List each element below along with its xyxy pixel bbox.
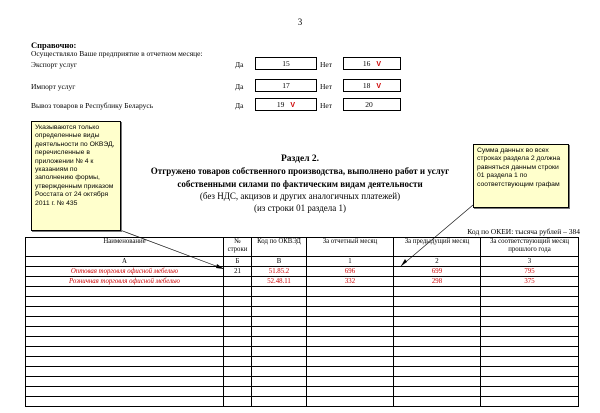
current-month-cell[interactable]: 696 xyxy=(307,267,394,277)
col-header-row-num: № строки xyxy=(224,238,252,257)
table-row-empty xyxy=(26,397,579,407)
table-row-empty xyxy=(26,377,579,387)
empty-cell[interactable] xyxy=(26,357,224,367)
empty-cell[interactable] xyxy=(307,317,394,327)
empty-cell[interactable] xyxy=(224,307,252,317)
section2-table xyxy=(25,237,579,407)
row-number-cell[interactable] xyxy=(224,277,252,287)
empty-cell[interactable] xyxy=(481,367,579,377)
empty-cell[interactable] xyxy=(394,317,481,327)
empty-cell[interactable] xyxy=(394,287,481,297)
section-line4: (из строки 01 раздела 1) xyxy=(253,203,347,213)
empty-cell[interactable] xyxy=(481,297,579,307)
empty-cell[interactable] xyxy=(307,287,394,297)
empty-cell[interactable] xyxy=(481,387,579,397)
empty-cell[interactable] xyxy=(224,357,252,367)
empty-cell[interactable] xyxy=(481,347,579,357)
export-no-field[interactable]: 16 V xyxy=(343,57,401,70)
code-cell: 1 xyxy=(307,257,394,267)
table-row-empty xyxy=(26,367,579,377)
check-mark-icon: V xyxy=(376,83,382,90)
empty-cell[interactable] xyxy=(481,377,579,387)
table-row-empty xyxy=(26,297,579,307)
check-mark-icon: V xyxy=(290,102,296,109)
empty-cell[interactable] xyxy=(252,387,307,397)
table-row-empty xyxy=(26,307,579,317)
empty-cell[interactable] xyxy=(307,297,394,307)
col-header-okved: Код по ОКВЭД xyxy=(252,238,307,257)
check-mark-icon: V xyxy=(376,61,382,68)
empty-cell[interactable] xyxy=(252,337,307,347)
empty-cell[interactable] xyxy=(26,387,224,397)
empty-cell[interactable] xyxy=(394,367,481,377)
previous-month-cell[interactable]: 298 xyxy=(394,277,481,287)
okved-code-cell[interactable]: 51.85.2 xyxy=(252,267,307,277)
empty-cell[interactable] xyxy=(252,357,307,367)
empty-cell[interactable] xyxy=(252,297,307,307)
note-left-okved: Указываются только определенные виды деятельности по ОКВЭД, перечисленные в приложении № 4 к указаниям по заполнению формы, утвержденным приказом Росстата от 24 октября 2011 г. № 435 xyxy=(31,121,121,231)
empty-cell[interactable] xyxy=(252,327,307,337)
code-cell: 3 xyxy=(481,257,579,267)
empty-cell[interactable] xyxy=(481,287,579,297)
okved-code-cell[interactable]: 52.48.11 xyxy=(252,277,307,287)
section-line3: (без НДС, акцизов и других аналогичных платежей) xyxy=(199,191,401,201)
empty-cell[interactable] xyxy=(224,297,252,307)
note-right-sum: Сумма данных во всех строках раздела 2 должна равняться данным строки 01 раздела 1 по соответствующим графам xyxy=(473,144,569,208)
empty-cell[interactable] xyxy=(26,397,224,407)
empty-cell[interactable] xyxy=(307,387,394,397)
empty-cell[interactable] xyxy=(481,317,579,327)
yes-label: Да xyxy=(235,60,244,69)
empty-cell[interactable] xyxy=(252,347,307,357)
empty-cell[interactable] xyxy=(224,387,252,397)
table-row xyxy=(26,277,579,287)
row-label: Импорт услуг xyxy=(31,82,76,91)
no-label: Нет xyxy=(320,82,333,91)
col-header-previous-month: За предыдущий месяц xyxy=(394,238,481,257)
empty-cell[interactable] xyxy=(394,397,481,407)
empty-cell[interactable] xyxy=(307,337,394,347)
empty-cell[interactable] xyxy=(26,327,224,337)
col-header-name: Наименование xyxy=(26,238,224,257)
table-row-empty xyxy=(26,357,579,367)
empty-cell[interactable] xyxy=(307,347,394,357)
empty-cell[interactable] xyxy=(26,367,224,377)
row-number-cell[interactable]: 21 xyxy=(224,267,252,277)
table-code-row xyxy=(26,257,579,267)
empty-cell[interactable] xyxy=(481,397,579,407)
code-cell: 2 xyxy=(394,257,481,267)
empty-cell[interactable] xyxy=(224,377,252,387)
code-cell: В xyxy=(252,257,307,267)
previous-month-cell[interactable]: 699 xyxy=(394,267,481,277)
row-label: Вывоз товаров в Республику Беларусь xyxy=(31,101,154,110)
table-row-empty xyxy=(26,287,579,297)
empty-cell[interactable] xyxy=(307,327,394,337)
empty-cell[interactable] xyxy=(481,327,579,337)
table-row-empty xyxy=(26,327,579,337)
empty-cell[interactable] xyxy=(394,387,481,397)
empty-cell[interactable] xyxy=(26,347,224,357)
empty-cell[interactable] xyxy=(307,307,394,317)
empty-cell[interactable] xyxy=(26,377,224,387)
import-yes-field[interactable]: 17 xyxy=(255,79,317,92)
current-month-cell[interactable]: 332 xyxy=(307,277,394,287)
no-label: Нет xyxy=(320,101,333,110)
empty-cell[interactable] xyxy=(307,397,394,407)
empty-cell[interactable] xyxy=(481,307,579,317)
yes-label: Да xyxy=(235,82,244,91)
reference-title: Справочно: xyxy=(31,40,77,50)
empty-cell[interactable] xyxy=(307,367,394,377)
no-label: Нет xyxy=(320,60,333,69)
empty-cell[interactable] xyxy=(394,337,481,347)
empty-cell[interactable] xyxy=(252,367,307,377)
row-label: Экспорт услуг xyxy=(31,60,77,69)
empty-cell[interactable] xyxy=(26,307,224,317)
activity-name-cell[interactable]: Оптовая торговля офисной мебелью xyxy=(26,267,224,277)
section-title: Раздел 2. xyxy=(280,154,320,164)
empty-cell[interactable] xyxy=(481,357,579,367)
belarus-no-field[interactable]: 20 xyxy=(343,98,401,111)
empty-cell[interactable] xyxy=(252,287,307,297)
empty-cell[interactable] xyxy=(224,317,252,327)
table-header-row xyxy=(26,238,579,257)
empty-cell[interactable] xyxy=(307,377,394,387)
empty-cell[interactable] xyxy=(252,317,307,327)
empty-cell[interactable] xyxy=(224,397,252,407)
last-year-month-cell[interactable]: 795 xyxy=(481,267,579,277)
belarus-yes-field[interactable]: 19 V xyxy=(255,98,317,111)
code-cell: Б xyxy=(224,257,252,267)
empty-cell[interactable] xyxy=(394,327,481,337)
empty-cell[interactable] xyxy=(252,397,307,407)
activity-name-cell[interactable]: Розничная торговля офисной мебелью xyxy=(26,277,224,287)
reference-question: Осуществляло Ваше предприятие в отчетном месяце: xyxy=(31,49,203,58)
empty-cell[interactable] xyxy=(26,287,224,297)
col-header-current-month: За отчетный месяц xyxy=(307,238,394,257)
section-line1: Отгружено товаров собственного производства, выполнено работ и услуг xyxy=(150,166,450,176)
empty-cell[interactable] xyxy=(224,287,252,297)
section-line2: собственными силами по фактическим видам деятельности xyxy=(177,179,423,189)
empty-cell[interactable] xyxy=(307,357,394,367)
empty-cell[interactable] xyxy=(26,337,224,347)
empty-cell[interactable] xyxy=(481,337,579,347)
empty-cell[interactable] xyxy=(26,297,224,307)
import-no-field[interactable]: 18 V xyxy=(343,79,401,92)
table-row xyxy=(26,267,579,277)
empty-cell[interactable] xyxy=(224,367,252,377)
page-number: 3 xyxy=(297,17,303,27)
empty-cell[interactable] xyxy=(252,307,307,317)
empty-cell[interactable] xyxy=(394,307,481,317)
export-yes-field[interactable]: 15 xyxy=(255,57,317,70)
empty-cell[interactable] xyxy=(26,317,224,327)
code-cell: А xyxy=(26,257,224,267)
empty-cell[interactable] xyxy=(394,357,481,367)
empty-cell[interactable] xyxy=(252,377,307,387)
empty-cell[interactable] xyxy=(394,297,481,307)
okei-code: Код по ОКЕИ: тысяча рублей – 384 xyxy=(467,227,580,236)
empty-cell[interactable] xyxy=(224,337,252,347)
last-year-month-cell[interactable]: 375 xyxy=(481,277,579,287)
col-header-last-year-month: За соответствующий месяц прошлого года xyxy=(481,238,579,257)
empty-cell[interactable] xyxy=(394,347,481,357)
table-row-empty xyxy=(26,387,579,397)
yes-label: Да xyxy=(235,101,244,110)
empty-cell[interactable] xyxy=(224,347,252,357)
empty-cell[interactable] xyxy=(224,327,252,337)
table-row-empty xyxy=(26,337,579,347)
table-row-empty xyxy=(26,347,579,357)
table-row-empty xyxy=(26,317,579,327)
empty-cell[interactable] xyxy=(394,377,481,387)
